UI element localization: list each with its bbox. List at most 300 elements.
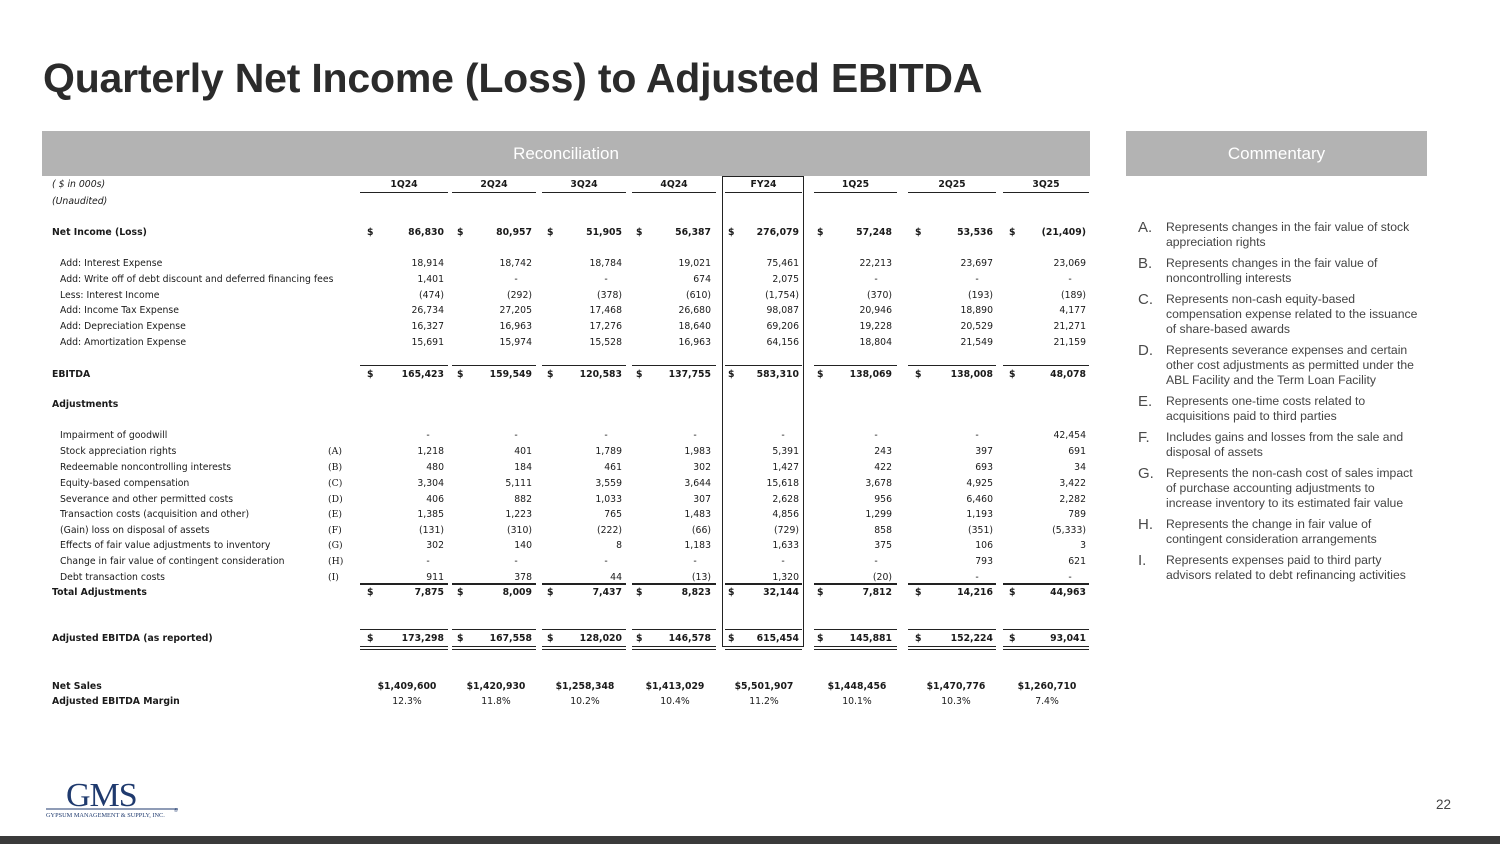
- total-rule: [452, 365, 536, 366]
- total-rule: [908, 629, 996, 630]
- subtotal-rule: [632, 584, 716, 585]
- total-rule: [814, 365, 897, 366]
- value-cell: 53,536: [957, 227, 993, 238]
- value-cell: 23,069: [1053, 258, 1086, 269]
- total-rule: [1003, 365, 1089, 366]
- value-cell: -: [514, 430, 518, 441]
- value-cell: 15,618: [766, 478, 799, 489]
- svg-text:®: ®: [174, 808, 178, 814]
- value-cell: 1,401: [417, 274, 444, 285]
- value-cell: 406: [426, 494, 444, 505]
- dollar-sign: $: [817, 227, 824, 238]
- dollar-sign: $: [367, 227, 374, 238]
- value-cell: 93,041: [1050, 633, 1086, 644]
- dollar-sign: $: [1009, 369, 1016, 380]
- value-cell: 3,304: [417, 478, 444, 489]
- total-rule: [542, 365, 626, 366]
- value-cell: -: [693, 430, 697, 441]
- value-cell: 18,914: [411, 258, 444, 269]
- value-cell: 21,159: [1053, 337, 1086, 348]
- value-cell: (292): [507, 290, 532, 301]
- value-cell: -: [781, 430, 785, 441]
- total-rule: [814, 583, 897, 584]
- value-cell: 19,228: [859, 321, 892, 332]
- row-reference: (F): [328, 525, 342, 536]
- total-rule: [542, 629, 626, 630]
- value-cell: 57,248: [856, 227, 892, 238]
- total-rule: [452, 629, 536, 630]
- value-cell: -: [975, 572, 979, 583]
- value-cell: -: [514, 556, 518, 567]
- value-cell: (20): [872, 572, 892, 583]
- column-header-underline: [1003, 192, 1089, 193]
- value-cell: 1,299: [865, 509, 892, 520]
- total-rule: [725, 629, 802, 630]
- dollar-sign: $: [457, 227, 464, 238]
- dollar-sign: $: [547, 227, 554, 238]
- value-cell: (370): [867, 290, 892, 301]
- unaudited-label: (Unaudited): [52, 196, 108, 207]
- value-cell: 3,678: [865, 478, 892, 489]
- value-cell: 75,461: [766, 258, 799, 269]
- dollar-sign: $: [915, 587, 922, 598]
- page-number: 22: [1436, 797, 1452, 812]
- value-cell: -: [604, 430, 608, 441]
- value-cell: 138,069: [849, 369, 892, 380]
- total-rule: [360, 629, 448, 630]
- value-cell: 12.3%: [392, 696, 422, 707]
- value-cell: 16,963: [678, 337, 711, 348]
- value-cell: 789: [1068, 509, 1086, 520]
- dollar-sign: $: [547, 587, 554, 598]
- dollar-sign: $: [728, 633, 735, 644]
- commentary-letter: I.: [1138, 552, 1147, 569]
- value-cell: -: [514, 274, 518, 285]
- column-header-4q24: 4Q24: [660, 179, 688, 190]
- row-label: Adjustments: [52, 399, 119, 410]
- commentary-text: Represents changes in the fair value of stock appreciation rights: [1166, 220, 1410, 249]
- bottom-bar: [0, 836, 1500, 844]
- value-cell: -: [1068, 274, 1072, 285]
- value-cell: 1,193: [966, 509, 993, 520]
- value-cell: 461: [604, 462, 622, 473]
- commentary-letter: H.: [1138, 516, 1153, 533]
- page-title: Quarterly Net Income (Loss) to Adjusted EBITDA: [43, 55, 983, 101]
- row-reference: (G): [328, 540, 343, 551]
- value-cell: 10.3%: [941, 696, 971, 707]
- dollar-sign: $: [817, 633, 824, 644]
- value-cell: 4,177: [1059, 305, 1086, 316]
- value-cell: 16,327: [411, 321, 444, 332]
- value-cell: 621: [1068, 556, 1086, 567]
- row-reference: (C): [328, 478, 343, 489]
- value-cell: 378: [514, 572, 532, 583]
- row-reference: (A): [328, 446, 342, 457]
- dollar-sign: $: [728, 227, 735, 238]
- value-cell: (474): [419, 290, 444, 301]
- row-label: Add: Amortization Expense: [60, 337, 187, 348]
- column-header-underline: [725, 192, 802, 193]
- row-label: Redeemable noncontrolling interests: [60, 462, 232, 473]
- commentary-letter: C.: [1138, 291, 1153, 308]
- row-label: Transaction costs (acquisition and other): [60, 509, 250, 520]
- value-cell: 159,549: [489, 369, 532, 380]
- value-cell: 8: [616, 540, 622, 551]
- value-cell: 44: [610, 572, 622, 583]
- value-cell: 138,008: [950, 369, 993, 380]
- commentary-item: [1138, 343, 1428, 388]
- value-cell: 3,559: [595, 478, 622, 489]
- total-rule: [814, 629, 897, 630]
- value-cell: $1,470,776: [926, 681, 986, 692]
- value-cell: 8,009: [502, 587, 532, 598]
- subtotal-rule: [814, 584, 897, 585]
- value-cell: 307: [693, 494, 711, 505]
- value-cell: 17,276: [589, 321, 622, 332]
- column-header-3q25: 3Q25: [1032, 179, 1060, 190]
- value-cell: 86,830: [408, 227, 444, 238]
- dollar-sign: $: [1009, 633, 1016, 644]
- reconciliation-header: [42, 131, 1090, 176]
- value-cell: 21,271: [1053, 321, 1086, 332]
- row-label: Equity-based compensation: [60, 478, 190, 489]
- value-cell: 18,742: [499, 258, 532, 269]
- dollar-sign: $: [636, 633, 643, 644]
- column-header-underline: [908, 192, 996, 193]
- value-cell: 11.2%: [749, 696, 779, 707]
- value-cell: (66): [691, 525, 711, 536]
- value-cell: 18,784: [589, 258, 622, 269]
- double-rule: [360, 649, 448, 650]
- row-reference: (B): [328, 462, 343, 473]
- row-label: Adjusted EBITDA Margin: [52, 696, 180, 707]
- total-rule: [1003, 629, 1089, 630]
- dollar-sign: $: [1009, 587, 1016, 598]
- double-rule: [908, 646, 996, 647]
- column-header-1q25: 1Q25: [841, 179, 870, 190]
- column-header-underline: [452, 192, 536, 193]
- value-cell: 956: [874, 494, 892, 505]
- value-cell: 3: [1080, 540, 1086, 551]
- dollar-sign: $: [817, 369, 824, 380]
- units-label: ( $ in 000s): [52, 179, 106, 190]
- value-cell: 14,216: [957, 587, 993, 598]
- value-cell: -: [604, 274, 608, 285]
- dollar-sign: $: [367, 587, 374, 598]
- row-label: Less: Interest Income: [60, 290, 160, 301]
- value-cell: 165,423: [401, 369, 444, 380]
- commentary-text: Represents changes in the fair value of noncontrolling interests: [1166, 256, 1378, 285]
- svg-text:GYPSUM MANAGEMENT & SUPPLY, IN: GYPSUM MANAGEMENT & SUPPLY, INC.: [46, 812, 165, 819]
- total-rule: [908, 365, 996, 366]
- value-cell: 64,156: [766, 337, 799, 348]
- value-cell: 7.4%: [1035, 696, 1059, 707]
- value-cell: -: [874, 556, 878, 567]
- commentary-item: [1138, 517, 1428, 547]
- value-cell: (222): [597, 525, 622, 536]
- double-rule: [632, 649, 716, 650]
- value-cell: (193): [968, 290, 993, 301]
- value-cell: 34: [1074, 462, 1086, 473]
- value-cell: (610): [686, 290, 711, 301]
- value-cell: 276,079: [756, 227, 799, 238]
- value-cell: -: [874, 430, 878, 441]
- value-cell: 882: [514, 494, 532, 505]
- value-cell: 42,454: [1053, 430, 1086, 441]
- commentary-text: Represents severance expenses and certain other cost adjustments as permitted under the ABL Facility and the Term Loan Facility: [1166, 343, 1414, 387]
- value-cell: 15,528: [589, 337, 622, 348]
- value-cell: 1,183: [684, 540, 711, 551]
- row-label: Add: Income Tax Expense: [60, 305, 179, 316]
- commentary-letter: D.: [1138, 342, 1153, 359]
- dollar-sign: $: [636, 227, 643, 238]
- value-cell: 1,483: [684, 509, 711, 520]
- value-cell: 15,974: [499, 337, 532, 348]
- column-header-underline: [632, 192, 716, 193]
- value-cell: 2,628: [772, 494, 799, 505]
- total-rule: [908, 583, 996, 584]
- dollar-sign: $: [817, 587, 824, 598]
- value-cell: 18,640: [678, 321, 711, 332]
- commentary-text: Represents the change in fair value of contingent consideration arrangements: [1166, 517, 1377, 546]
- value-cell: 1,427: [772, 462, 799, 473]
- value-cell: 7,875: [414, 587, 444, 598]
- value-cell: 140: [514, 540, 532, 551]
- double-rule: [452, 646, 536, 647]
- column-header-underline: [542, 192, 626, 193]
- value-cell: (1,754): [765, 290, 799, 301]
- row-label: Change in fair value of contingent consideration: [60, 556, 285, 567]
- row-label: EBITDA: [52, 369, 91, 380]
- value-cell: 69,206: [766, 321, 799, 332]
- value-cell: 7,812: [862, 587, 892, 598]
- value-cell: 106: [975, 540, 993, 551]
- double-rule: [908, 649, 996, 650]
- row-label: Total Adjustments: [52, 587, 147, 598]
- subtotal-rule: [1003, 584, 1089, 585]
- dollar-sign: $: [457, 633, 464, 644]
- column-header-3q24: 3Q24: [570, 179, 598, 190]
- value-cell: 51,905: [586, 227, 622, 238]
- value-cell: 10.1%: [842, 696, 872, 707]
- value-cell: 1,218: [417, 446, 444, 457]
- value-cell: (5,333): [1052, 525, 1086, 536]
- value-cell: 152,224: [950, 633, 993, 644]
- double-rule: [725, 649, 802, 650]
- total-rule: [725, 365, 802, 366]
- value-cell: 1,223: [505, 509, 532, 520]
- row-label: Severance and other permitted costs: [60, 494, 234, 505]
- value-cell: 422: [874, 462, 892, 473]
- value-cell: 20,529: [960, 321, 993, 332]
- commentary-text: Represents the non-cash cost of sales impact of purchase accounting adjustments to increase inventory to its estimated fair value: [1166, 466, 1413, 510]
- value-cell: 302: [426, 540, 444, 551]
- double-rule: [452, 649, 536, 650]
- commentary-item: [1138, 553, 1428, 583]
- subtotal-rule: [908, 584, 996, 585]
- subtotal-rule: [725, 584, 802, 585]
- row-reference: (D): [328, 494, 343, 505]
- value-cell: 691: [1068, 446, 1086, 457]
- value-cell: (21,409): [1041, 227, 1086, 238]
- commentary-text: Represents non-cash equity-based compensation expense related to the issuance of share-based awards: [1166, 292, 1418, 336]
- commentary-letter: E.: [1138, 393, 1153, 410]
- value-cell: $1,258,348: [555, 681, 615, 692]
- value-cell: 167,558: [489, 633, 532, 644]
- value-cell: 1,633: [772, 540, 799, 551]
- column-header-fy24: FY24: [750, 179, 777, 190]
- column-header-2q24: 2Q24: [480, 179, 508, 190]
- row-label: Debt transaction costs: [60, 572, 165, 583]
- dollar-sign: $: [457, 587, 464, 598]
- commentary-list: [1138, 220, 1428, 589]
- gms-logo-mark: [44, 776, 184, 822]
- dollar-sign: $: [636, 587, 643, 598]
- value-cell: 21,549: [960, 337, 993, 348]
- double-rule: [1003, 649, 1089, 650]
- value-cell: 44,963: [1050, 587, 1086, 598]
- reconciliation-label: Reconciliation: [513, 143, 619, 163]
- dollar-sign: $: [636, 369, 643, 380]
- value-cell: 137,755: [668, 369, 711, 380]
- value-cell: (378): [597, 290, 622, 301]
- row-label: Adjusted EBITDA (as reported): [52, 633, 213, 644]
- row-label: Stock appreciation rights: [60, 446, 177, 457]
- dollar-sign: $: [915, 633, 922, 644]
- value-cell: 146,578: [668, 633, 711, 644]
- svg-text:GMS: GMS: [66, 777, 137, 814]
- commentary-item: [1138, 430, 1428, 460]
- value-cell: (13): [691, 572, 711, 583]
- value-cell: -: [781, 556, 785, 567]
- total-rule: [452, 583, 536, 584]
- value-cell: -: [604, 556, 608, 567]
- value-cell: 26,734: [411, 305, 444, 316]
- value-cell: -: [426, 556, 430, 567]
- value-cell: 16,963: [499, 321, 532, 332]
- value-cell: 243: [874, 446, 892, 457]
- total-rule: [360, 583, 448, 584]
- double-rule: [814, 649, 897, 650]
- commentary-item: [1138, 292, 1428, 337]
- value-cell: (729): [774, 525, 799, 536]
- commentary-text: Represents one-time costs related to acquisitions paid to third parties: [1166, 394, 1366, 423]
- value-cell: 18,804: [859, 337, 892, 348]
- value-cell: 128,020: [579, 633, 622, 644]
- commentary-text: Includes gains and losses from the sale and disposal of assets: [1166, 430, 1404, 459]
- value-cell: 32,144: [763, 587, 799, 598]
- commentary-letter: B.: [1138, 255, 1153, 272]
- commentary-letter: F.: [1138, 429, 1150, 446]
- total-rule: [632, 629, 716, 630]
- commentary-text: Represents expenses paid to third party advisors related to debt refinancing activities: [1166, 553, 1406, 582]
- value-cell: 1,033: [595, 494, 622, 505]
- row-label: Net Sales: [52, 681, 102, 692]
- value-cell: 48,078: [1050, 369, 1086, 380]
- row-label: (Gain) loss on disposal of assets: [60, 525, 210, 536]
- value-cell: 22,213: [859, 258, 892, 269]
- reconciliation-table: [42, 176, 1090, 716]
- total-rule: [632, 365, 716, 366]
- row-label: Add: Write off of debt discount and deferred financing fees: [60, 274, 334, 285]
- dollar-sign: $: [547, 633, 554, 644]
- value-cell: $1,413,029: [645, 681, 705, 692]
- value-cell: 1,789: [595, 446, 622, 457]
- column-header-1q24: 1Q24: [390, 179, 418, 190]
- value-cell: 911: [426, 572, 444, 583]
- value-cell: 3,644: [684, 478, 711, 489]
- dollar-sign: $: [367, 369, 374, 380]
- row-label: Effects of fair value adjustments to inventory: [60, 540, 271, 551]
- gms-logo: [44, 776, 184, 822]
- row-label: Add: Interest Expense: [60, 258, 163, 269]
- value-cell: $5,501,907: [734, 681, 794, 692]
- value-cell: 7,437: [592, 587, 622, 598]
- value-cell: -: [426, 430, 430, 441]
- double-rule: [1003, 646, 1089, 647]
- subtotal-rule: [360, 584, 448, 585]
- value-cell: 26,680: [678, 305, 711, 316]
- total-rule: [1003, 583, 1089, 584]
- value-cell: 583,310: [756, 369, 799, 380]
- value-cell: 8,823: [681, 587, 711, 598]
- value-cell: 15,691: [411, 337, 444, 348]
- column-header-2q25: 2Q25: [938, 179, 966, 190]
- value-cell: 173,298: [401, 633, 444, 644]
- dollar-sign: $: [457, 369, 464, 380]
- subtotal-rule: [542, 584, 626, 585]
- value-cell: -: [874, 274, 878, 285]
- value-cell: (131): [419, 525, 444, 536]
- commentary-item: [1138, 466, 1428, 511]
- value-cell: 145,881: [849, 633, 892, 644]
- value-cell: 19,021: [678, 258, 711, 269]
- value-cell: $1,448,456: [827, 681, 887, 692]
- value-cell: 858: [874, 525, 892, 536]
- value-cell: 23,697: [960, 258, 993, 269]
- value-cell: 1,320: [772, 572, 799, 583]
- row-reference: (E): [328, 509, 343, 520]
- value-cell: 17,468: [589, 305, 622, 316]
- value-cell: 20,946: [859, 305, 892, 316]
- value-cell: 5,111: [505, 478, 532, 489]
- commentary-item: [1138, 394, 1428, 424]
- value-cell: $1,420,930: [466, 681, 526, 692]
- dollar-sign: $: [547, 369, 554, 380]
- value-cell: 1,983: [684, 446, 711, 457]
- value-cell: 615,454: [756, 633, 799, 644]
- value-cell: 2,075: [772, 274, 799, 285]
- total-rule: [360, 365, 448, 366]
- value-cell: 793: [975, 556, 993, 567]
- value-cell: 10.2%: [570, 696, 600, 707]
- value-cell: 80,957: [496, 227, 532, 238]
- row-reference: (I): [328, 572, 339, 583]
- value-cell: $1,409,600: [377, 681, 437, 692]
- value-cell: 302: [693, 462, 711, 473]
- column-header-underline: [814, 192, 897, 193]
- value-cell: 27,205: [499, 305, 532, 316]
- value-cell: -: [975, 430, 979, 441]
- dollar-sign: $: [367, 633, 374, 644]
- total-rule: [542, 583, 626, 584]
- value-cell: 674: [693, 274, 711, 285]
- value-cell: 120,583: [579, 369, 622, 380]
- row-reference: (H): [328, 556, 344, 567]
- value-cell: 3,422: [1059, 478, 1086, 489]
- row-label: Net Income (Loss): [52, 227, 147, 238]
- total-rule: [725, 583, 802, 584]
